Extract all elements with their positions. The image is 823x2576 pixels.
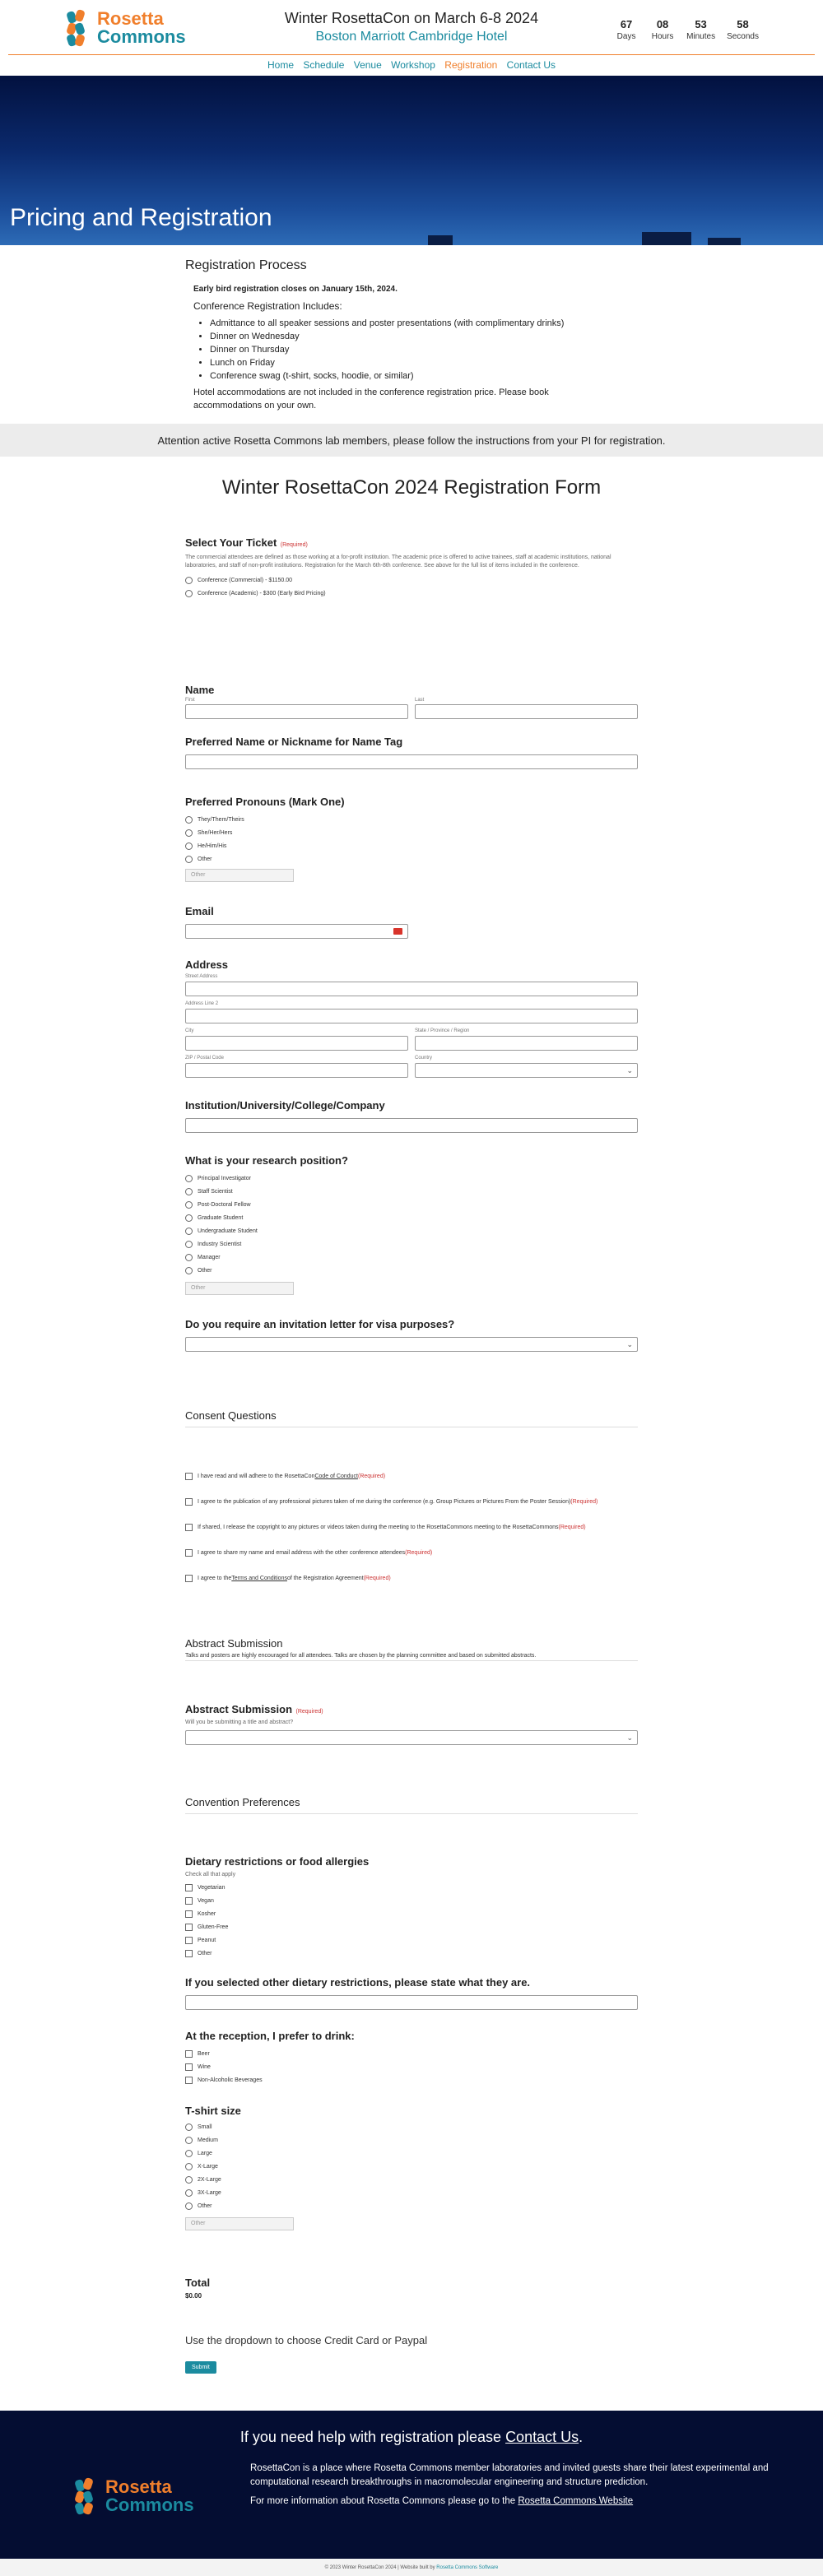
list-item: • Lunch on Friday (210, 356, 638, 369)
institution-label: Institution/University/College/Company (185, 1099, 385, 1112)
diet-other-label: If you selected other dietary restrictions, please state what they are. (185, 1976, 531, 1989)
country-label: Country (415, 1056, 433, 1061)
drink-label: At the reception, I prefer to drink: (185, 2030, 355, 2042)
consent-copyright[interactable]: If shared, I release the copyright to any pictures or videos taken during the meeting to the RosettaCommons meeting to the RosettaCommons (Required) (185, 1515, 638, 1540)
abstract-label: Abstract Submission (185, 1703, 293, 1715)
list-item: • Dinner on Thursday (210, 343, 638, 356)
address-label: Address (185, 958, 229, 971)
ticket-option-commercial[interactable]: Conference (Commercial) - $1150.00 (185, 573, 638, 587)
attention-banner: Attention active Rosetta Commons lab members, please follow the instructions from your PI for registration. (0, 424, 823, 457)
street-label: Street Address (185, 974, 218, 979)
site-header (0, 0, 823, 56)
visa-select[interactable] (185, 1337, 638, 1352)
help-text: If you need help with registration please Contact Us. (239, 2429, 584, 2445)
checkbox[interactable] (185, 1549, 193, 1557)
abstract-question: Will you be submitting a title and abstract? (185, 1720, 294, 1725)
list-item: • Admittance to all speaker sessions and poster presentations (with complimentary drinks) (210, 317, 638, 330)
countdown-days: 67 Days (616, 18, 636, 41)
radio-button[interactable] (185, 590, 193, 597)
ticket-option-academic[interactable]: Conference (Academic) - $300 (Early Bird Pricing) (185, 587, 638, 600)
main-nav (0, 56, 823, 76)
country-select[interactable] (415, 1063, 638, 1078)
drink-option[interactable]: Wine (185, 2060, 638, 2073)
event-venue: Boston Marriott Cambridge Hotel (315, 30, 508, 44)
software-link[interactable]: Rosetta Commons Software (436, 2565, 499, 2570)
consent-code-of-conduct[interactable]: I have read and will adhere to the RosettaCon Code of Conduct (Required) (185, 1464, 638, 1489)
copyright: © 2023 Winter RosettaCon 2024 | Website built by Rosetta Commons Software (324, 2565, 499, 2570)
nav-schedule[interactable]: Schedule (303, 59, 345, 71)
nav-registration[interactable]: Registration (444, 59, 498, 71)
footer-logo[interactable]: Rosetta Commons (72, 2476, 194, 2516)
logo-line2: Commons (97, 26, 186, 47)
last-name-input[interactable] (415, 704, 638, 719)
email-label: Email (185, 905, 214, 917)
pronoun-other-input[interactable]: Other (185, 869, 294, 882)
tshirt-option[interactable]: Other (185, 2199, 638, 2212)
institution-input[interactable] (185, 1118, 638, 1133)
hero-banner (0, 76, 823, 245)
diet-option[interactable]: Vegan (185, 1894, 638, 1907)
divider (185, 1660, 638, 1661)
countdown-hours: 08 Hours (651, 18, 674, 41)
contact-us-link[interactable]: Contact Us (505, 2429, 579, 2445)
state-input[interactable] (415, 1036, 638, 1051)
tshirt-other-input[interactable]: Other (185, 2217, 294, 2230)
list-item: • Dinner on Wednesday (210, 330, 638, 343)
diet-option[interactable]: Peanut (185, 1933, 638, 1947)
early-bird-note: Early bird registration closes on January 15th, 2024. (193, 285, 398, 294)
countdown (614, 18, 759, 41)
checkbox[interactable] (185, 1498, 193, 1506)
submit-button[interactable]: Submit (185, 2361, 216, 2374)
drink-option[interactable]: Non-Alcoholic Beverages (185, 2073, 638, 2086)
line2-input[interactable] (185, 1009, 638, 1023)
nav-workshop[interactable]: Workshop (391, 59, 435, 71)
first-name-input[interactable] (185, 704, 408, 719)
position-other-input[interactable]: Other (185, 1282, 294, 1295)
consent-pictures[interactable]: I agree to the publication of any professional pictures taken of me during the conference (e.g. Group Pictures or Pictures From the Poster Session) (Required) (185, 1489, 638, 1515)
tshirt-option[interactable]: Small (185, 2120, 638, 2133)
email-input[interactable] (185, 924, 408, 939)
zip-label: ZIP / Postal Code (185, 1056, 224, 1061)
hero-title: Pricing and Registration (10, 204, 272, 231)
tshirt-label: T-shirt size (185, 2105, 241, 2117)
position-option[interactable]: Staff Scientist (185, 1185, 638, 1198)
more-info: For more information about Rosetta Commons please go to the Rosetta Commons Website (250, 2496, 634, 2506)
site-footer (0, 2411, 823, 2559)
position-option[interactable]: Undergraduate Student (185, 1224, 638, 1237)
last-label: Last (415, 698, 425, 703)
diet-option[interactable]: Vegetarian (185, 1881, 638, 1894)
line2-label: Address Line 2 (185, 1001, 219, 1006)
position-option[interactable]: Industry Scientist (185, 1237, 638, 1251)
countdown-minutes: 53 Minutes (686, 18, 716, 41)
registration-process (185, 258, 638, 412)
total-value: $0.00 (185, 2292, 202, 2300)
tshirt-option[interactable]: X-Large (185, 2160, 638, 2173)
chevron-down-icon: ⌄ (626, 1066, 633, 1074)
rosetta-logo-icon (72, 2476, 100, 2516)
checkbox[interactable] (185, 1524, 193, 1531)
countdown-seconds: 58 Seconds (727, 18, 759, 41)
checkbox[interactable] (185, 1575, 193, 1582)
visa-label: Do you require an invitation letter for visa purposes? (185, 1318, 455, 1330)
event-title: Winter RosettaCon on March 6-8 2024 (284, 10, 539, 26)
code-of-conduct-link[interactable]: Code of Conduct (314, 1474, 358, 1479)
position-label: What is your research position? (185, 1154, 348, 1167)
header-divider (8, 54, 815, 55)
city-label: City (185, 1028, 194, 1033)
consent-share-contact[interactable]: I agree to share my name and email address with the other conference attendees (Required) (185, 1540, 638, 1566)
position-option[interactable]: Manager (185, 1251, 638, 1264)
pronoun-option[interactable]: Other (185, 852, 638, 866)
ticket-label: Select Your Ticket (185, 536, 277, 549)
process-title: Registration Process (185, 258, 307, 272)
terms-link[interactable]: Terms and Conditions (231, 1576, 287, 1581)
nickname-label: Preferred Name or Nickname for Name Tag (185, 736, 403, 748)
includes-heading: Conference Registration Includes: (193, 300, 342, 312)
nav-contact[interactable]: Contact Us (506, 59, 556, 71)
abstract-select[interactable] (185, 1730, 638, 1745)
logo-line1: Rosetta (97, 8, 164, 29)
position-option[interactable]: Principal Investigator (185, 1172, 638, 1185)
ticket-desc: The commercial attendees are defined as those working at a for-profit institution. The academic price is offered to active trainees, staff at academic institutions, national laboratories, and staff of non-profit institutions. Registration for the March 6th-8th conference. See above for the full list of items included in the conference. (185, 555, 611, 569)
position-option[interactable]: Post-Doctoral Fellow (185, 1198, 638, 1211)
nav-venue[interactable]: Venue (353, 59, 382, 71)
chevron-down-icon: ⌄ (626, 1340, 633, 1348)
diet-option[interactable]: Kosher (185, 1907, 638, 1920)
footer-about (250, 2462, 769, 2513)
state-label: State / Province / Region (415, 1028, 470, 1033)
divider (185, 1813, 638, 1814)
pronoun-option[interactable]: He/Him/His (185, 839, 638, 852)
pronoun-option[interactable]: They/Them/Theirs (185, 813, 638, 826)
tshirt-option[interactable]: 3X-Large (185, 2186, 638, 2199)
about-text: RosettaCon is a place where Rosetta Commons member laboratories and invited guests share their latest experimental and computational research breakthroughs in macromolecular engineering and structure prediction. (250, 2463, 769, 2487)
total-label: Total (185, 2277, 211, 2289)
registration-form: Select Your Ticket (Required) The commercial attendees are defined as those working at a for-profit institution. The academic price is offered to active trainees, staff at academic institutions, national laboratories, and staff of non-profit institutions. Registration for the March 6th-8th conference. See above for the full list of items included in the conference. Conference (Commercial) - $1150.00 Conference (Academic) - $300 (Early Bird Pricing) Name First Last Preferred Name or Nickname for Name Tag Preferred Pronouns (Mark One) They/Them/Theirs She/Her/Hers He/Him/His Other Other Email Address Street Address Address Line 2 City State / Province / Region ZIP / Postal Code Country ⌄ Institution/University/College/Company What is your research position? Principal Investigator Staff Scientist Post-Doctoral Fellow Graduate Student Undergraduate Student Industry Scientist Manager Other Other Do you require an invitation letter for visa purposes? ⌄ Consent Questions I have read and will adhere to the RosettaCon Code of Conduct (Required) I agree to the publication of any professional pictures taken of me during the conference (e.g. Group Pictures or Pictures From the Poster Session) (Required) If shared, I release the copyright to any pictures or videos taken during the meeting to the RosettaCommons meeting to the RosettaCommons (Required) I agree to share my name and email address with the other conference attendees (Required) I agree to the Terms and Conditions of the Registration Agreement (Required) Abstract Submission Talks and posters are highly encouraged for all attendees. Talks are chosen by the planning committee and based on submitted abstracts. Abstract Submission (Required) Will you be submitting a title and abstract? ⌄ Convention Preferences Dietary restrictions or food allergies Check all that apply Vegetarian Vegan Kosher Gluten-Free Peanut Other If you selected other dietary restrictions, please state what they are. At the reception, I prefer to drink: Beer Wine Non-Alcoholic Beverages T-shirt size Small Medium Large X-Large 2X-Large 3X-Large Other Other Total $0.00 Use the dropdown to choose Credit Card or Paypal Submit (185, 536, 638, 2374)
abstract-title: Abstract Submission (185, 1637, 283, 1650)
list-item: • Conference swag (t-shirt, socks, hoodie, or similar) (210, 369, 638, 383)
pronoun-option[interactable]: She/Her/Hers (185, 826, 638, 839)
required-mark: (Required) (280, 542, 308, 548)
diet-hint: Check all that apply (185, 1872, 236, 1877)
rosetta-website-link[interactable]: Rosetta Commons Website (518, 2496, 634, 2506)
form-title: Winter RosettaCon 2024 Registration Form (221, 476, 602, 499)
diet-label: Dietary restrictions or food allergies (185, 1855, 370, 1868)
prefs-title: Convention Preferences (185, 1796, 300, 1808)
tshirt-option[interactable]: 2X-Large (185, 2173, 638, 2186)
consent-terms[interactable]: I agree to the Terms and Conditions of the Registration Agreement (Required) (185, 1566, 638, 1591)
diet-option[interactable]: Other (185, 1947, 638, 1960)
contact-card-icon[interactable] (393, 928, 402, 935)
tshirt-option[interactable]: Large (185, 2147, 638, 2160)
consent-title: Consent Questions (185, 1409, 277, 1422)
tshirt-option[interactable]: Medium (185, 2133, 638, 2147)
city-input[interactable] (185, 1036, 408, 1051)
hotel-note: Hotel accommodations are not included in the conference registration price. Please book accommodations on your own. (193, 388, 549, 411)
position-option[interactable]: Other (185, 1264, 638, 1277)
radio-button[interactable] (185, 577, 193, 584)
checkbox[interactable] (185, 1473, 193, 1480)
zip-input[interactable] (185, 1063, 408, 1078)
name-label: Name (185, 684, 215, 696)
diet-option[interactable]: Gluten-Free (185, 1920, 638, 1933)
includes-list (210, 317, 638, 383)
chevron-down-icon: ⌄ (626, 1734, 633, 1742)
abstract-desc: Talks and posters are highly encouraged for all attendees. Talks are chosen by the planning committee and based on submitted abstracts. (185, 1653, 537, 1659)
nickname-input[interactable] (185, 754, 638, 769)
first-label: First (185, 698, 195, 703)
nav-home[interactable]: Home (267, 59, 294, 71)
street-input[interactable] (185, 982, 638, 996)
pronouns-label: Preferred Pronouns (Mark One) (185, 796, 345, 808)
drink-option[interactable]: Beer (185, 2047, 638, 2060)
diet-other-input[interactable] (185, 1995, 638, 2010)
position-option[interactable]: Graduate Student (185, 1211, 638, 1224)
payment-note: Use the dropdown to choose Credit Card or Paypal (185, 2334, 428, 2346)
